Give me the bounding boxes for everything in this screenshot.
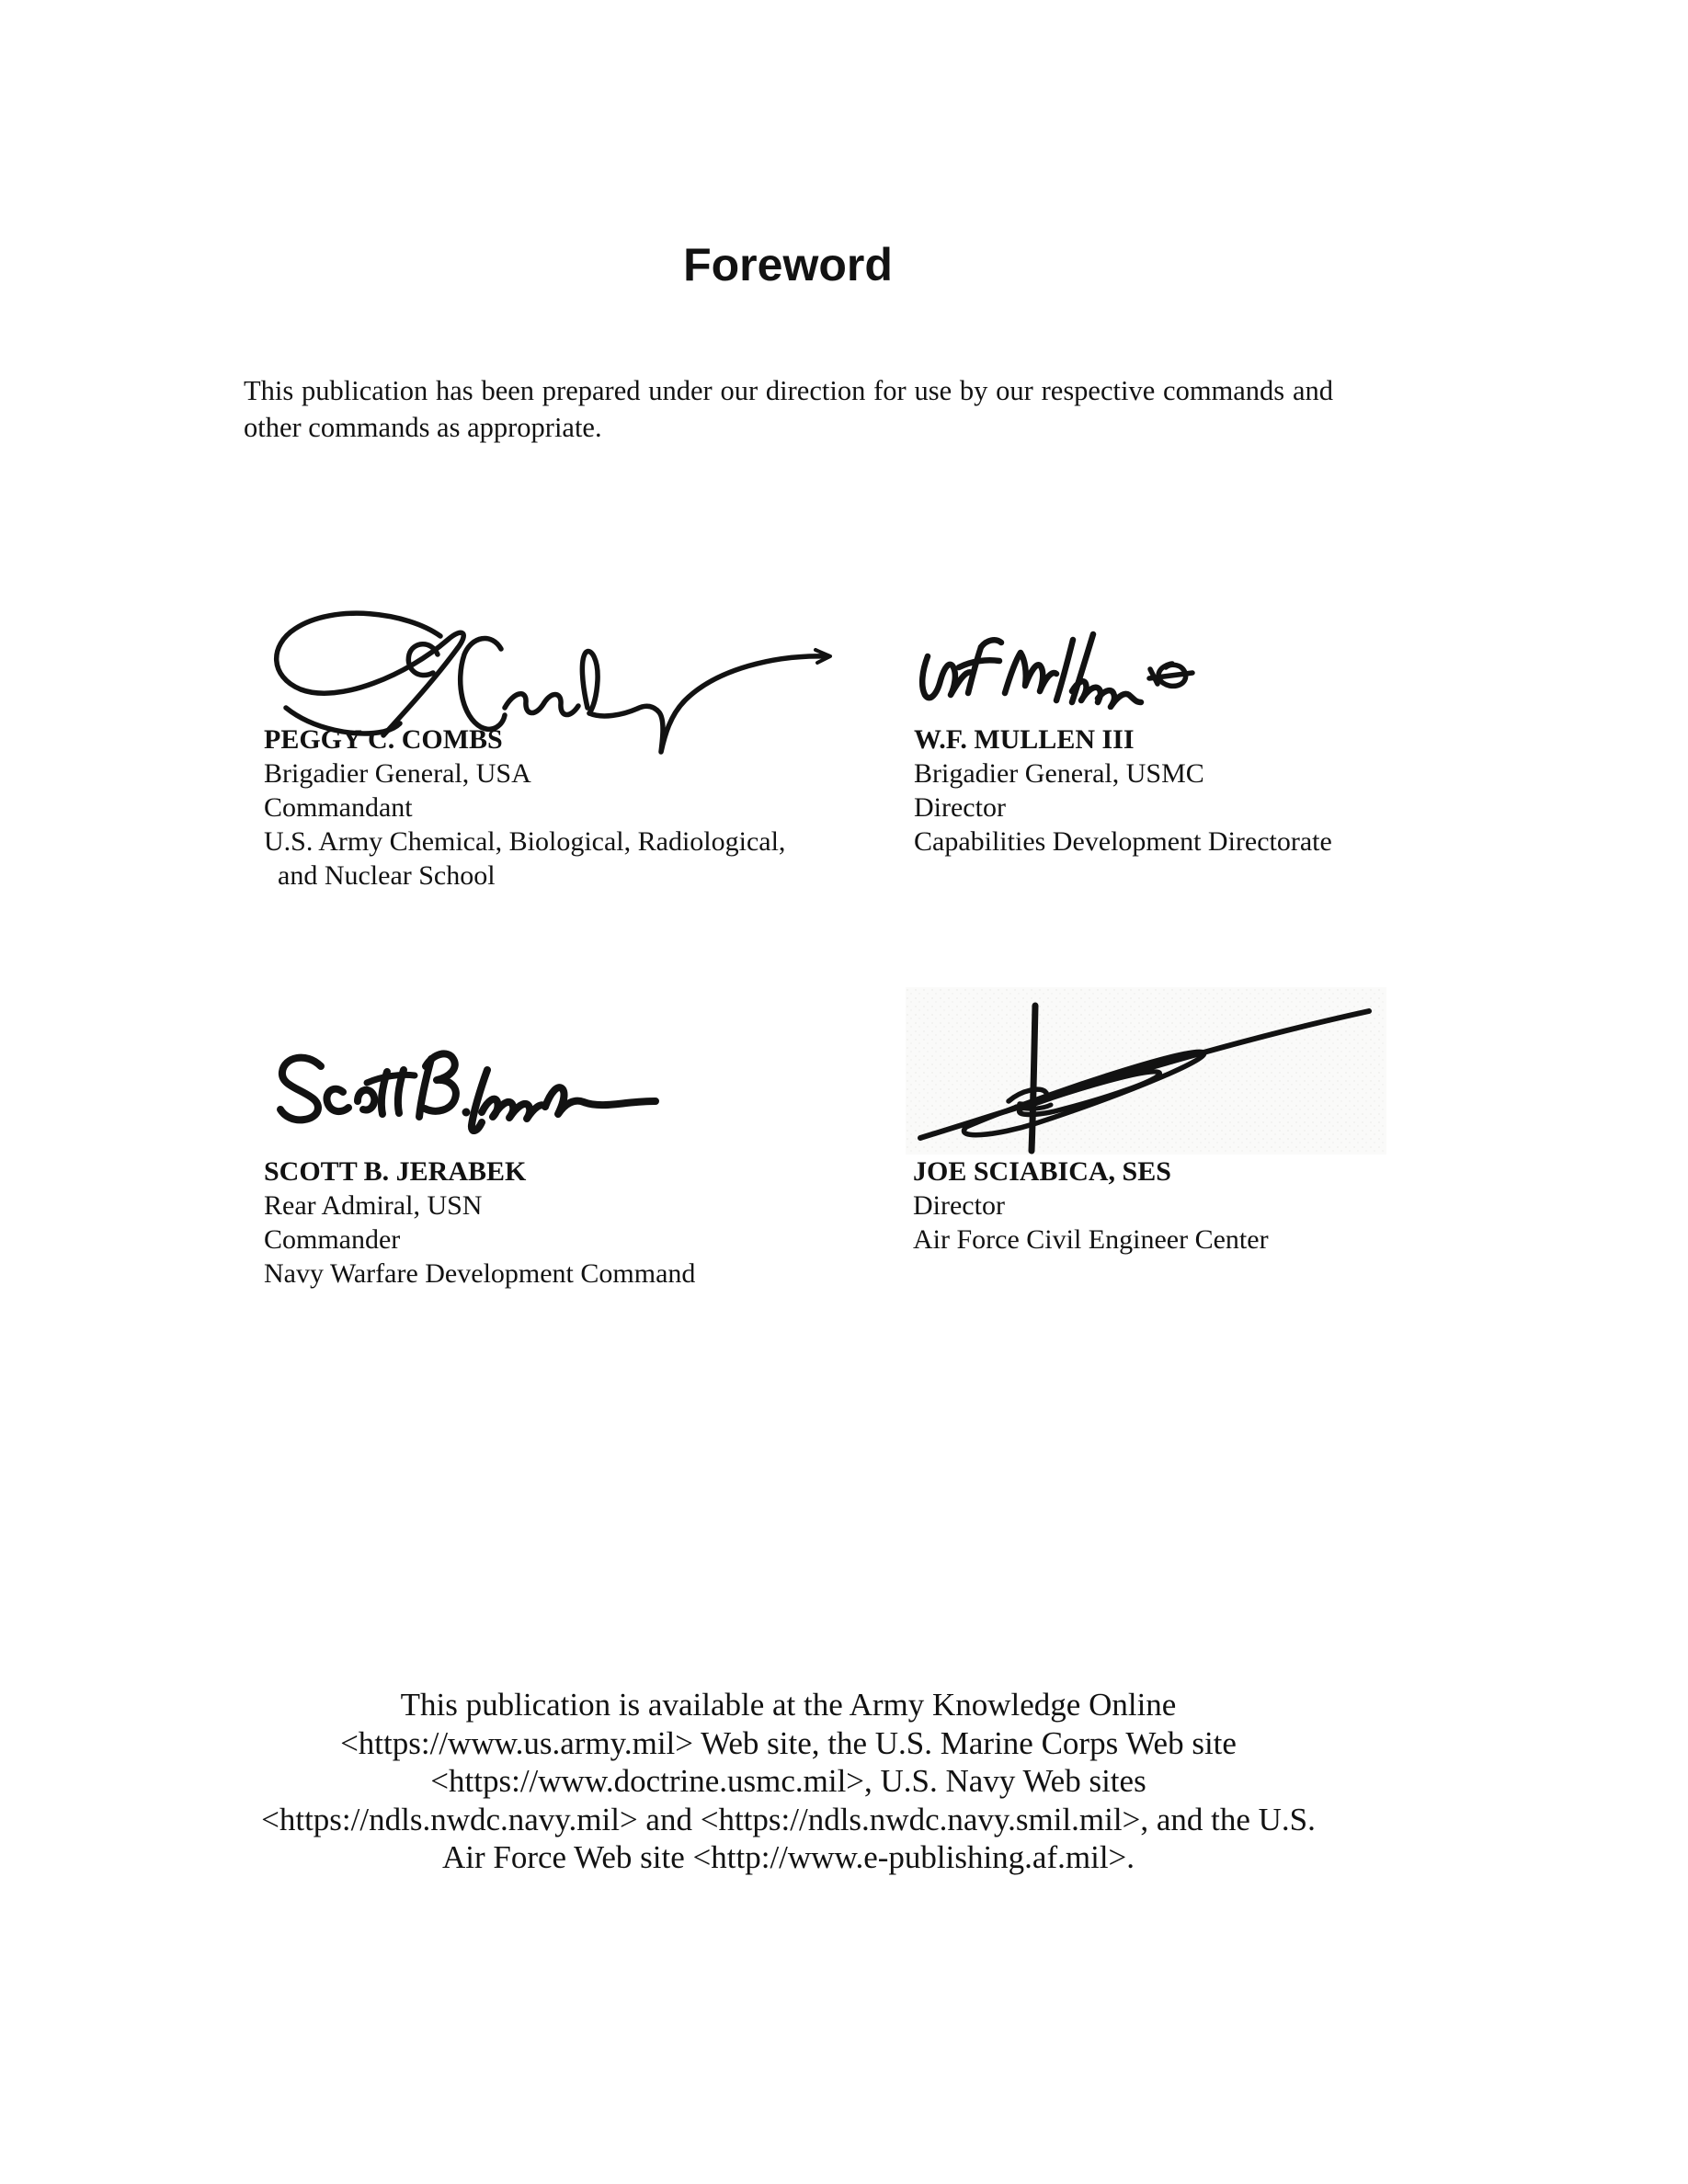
availability-line: <https://www.doctrine.usmc.mil>, U.S. Navy Web sites [430,1763,1146,1799]
wf-mullen-signature-image [913,618,1230,710]
signatory-title-line: U.S. Army Chemical, Biological, Radiological, [264,826,786,857]
page-title: Foreword [683,239,893,290]
signatory-name: JOE SCIABICA, SES [913,1156,1171,1187]
signatory-name: W.F. MULLEN III [914,724,1135,755]
signatory-title-line: and Nuclear School [264,860,496,891]
signatory-title-line: Commander [264,1224,401,1255]
scott-b-jerabek-signature-image [269,1031,660,1134]
joe-sciabica-signature-image [906,987,1386,1156]
intro-paragraph [244,373,1333,446]
signatory-title-line: Capabilities Development Directorate [914,826,1332,857]
signatory-title-line: Navy Warfare Development Command [264,1258,696,1289]
availability-line: Air Force Web site <http://www.e-publishing.af.mil>. [441,1839,1135,1875]
availability-line: This publication is available at the Army Knowledge Online [400,1687,1177,1723]
signatory-title-line: Brigadier General, USA [264,758,531,789]
availability-line: <https://www.us.army.mil> Web site, the U.S. Marine Corps Web site [340,1724,1237,1761]
signatory-block-jerabek [264,1155,695,1291]
signatory-name: SCOTT B. JERABEK [264,1156,527,1187]
intro-line: This publication has been prepared under our direction for use by our respective commands and [244,375,1333,406]
availability-line: <https://ndls.nwdc.navy.mil> and <https://ndls.nwdc.navy.smil.mil>, and the U.S. [261,1801,1316,1837]
intro-line: other commands as appropriate. [244,411,602,443]
signatory-title-line: Brigadier General, USMC [914,758,1204,789]
signatory-block-combs [264,722,785,893]
signatory-title-line: Director [914,792,1006,823]
signatory-title-line: Air Force Civil Engineer Center [913,1224,1269,1255]
signatory-title-line: Director [913,1190,1005,1221]
availability-notice [244,1686,1333,1877]
signatory-name: PEGGY C. COMBS [264,724,503,755]
signatory-block-sciabica [913,1155,1269,1257]
signatory-title-line: Rear Admiral, USN [264,1190,483,1221]
signatory-block-mullen [914,722,1332,859]
signatory-title-line: Commandant [264,792,413,823]
